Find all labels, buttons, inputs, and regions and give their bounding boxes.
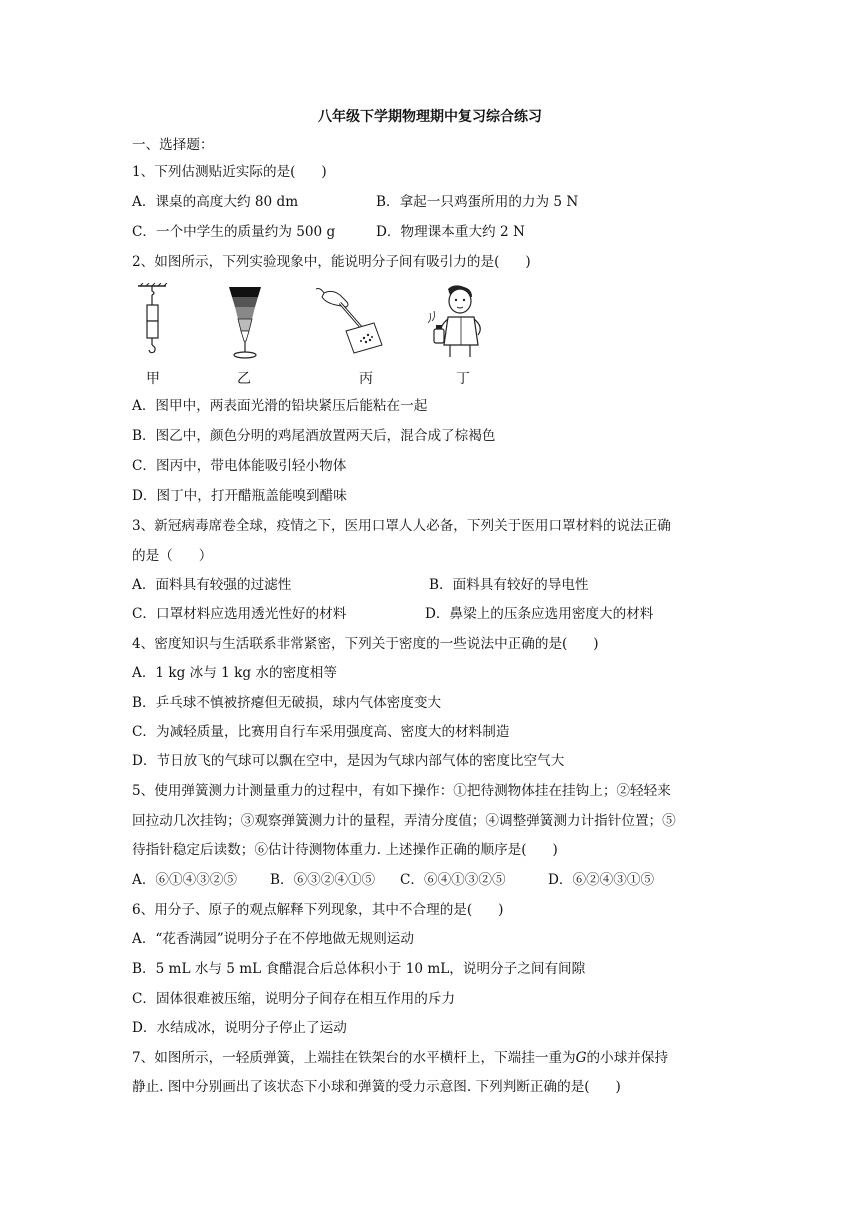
figure-person-smelling xyxy=(420,283,492,361)
question-4-option-c: C．为减轻质量，比赛用自行车采用强度高、密度大的材料制造 xyxy=(132,724,510,740)
question-4-option-d: D．节日放飞的气球可以飘在空中，是因为气球内部气体的密度比空气大 xyxy=(132,753,565,769)
question-2-option-d: D．图丁中，打开醋瓶盖能嗅到醋味 xyxy=(132,488,347,504)
question-7-stem-part-1: 7、如图所示，一轻质弹簧，上端挂在铁架台的水平横杆上，下端挂一重为 xyxy=(132,1050,576,1066)
page-title: 八年级下学期物理期中复习综合练习 xyxy=(318,109,542,125)
question-3-option-a: A．面料具有较强的过滤性 xyxy=(132,577,292,593)
question-3-option-b: B．面料具有较好的导电性 xyxy=(429,577,589,593)
question-2-option-a: A．图甲中，两表面光滑的铅块紧压后能粘在一起 xyxy=(132,398,428,414)
figure-label-ding: 丁 xyxy=(456,371,470,387)
figure-label-yi: 乙 xyxy=(237,371,251,387)
question-7-stem-line-2: 静止. 图中分别画出了该状态下小球和弹簧的受力示意图. 下列判断正确的是( ) xyxy=(132,1079,621,1095)
figure-label-bing: 丙 xyxy=(359,371,373,387)
figure-label-jia: 甲 xyxy=(146,371,160,387)
question-4-option-a: A．1 kg 冰与 1 kg 水的密度相等 xyxy=(132,665,337,681)
question-5-option-a: A．⑥①④③②⑤ xyxy=(132,872,237,888)
weight-symbol: G xyxy=(575,1050,587,1066)
question-6-option-d: D．水结成冰，说明分子停止了运动 xyxy=(132,1020,347,1036)
question-5-stem-line-1: 5、使用弹簧测力计测量重力的过程中，有如下操作：①把待测物体挂在挂钩上；②轻轻来 xyxy=(132,783,671,799)
figure-charged-rod xyxy=(312,283,384,358)
question-4-option-b: B．乒乓球不慎被挤瘪但无破损，球内气体密度变大 xyxy=(132,695,442,711)
section-heading: 一、选择题： xyxy=(132,137,214,153)
question-1-option-c: C．一个中学生的质量约为 500 g xyxy=(132,224,336,240)
question-3-option-d: D．鼻梁上的压条应选用密度大的材料 xyxy=(425,606,654,622)
question-3-stem-line-1: 3、新冠病毒席卷全球，疫情之下，医用口罩人人必备，下列关于医用口罩材料的说法正确 xyxy=(132,518,671,534)
question-1-stem: 1、下列估测贴近实际的是( ) xyxy=(132,164,327,180)
question-3-option-c: C．口罩材料应选用透光性好的材料 xyxy=(132,606,347,622)
question-1-option-a: A．课桌的高度大约 80 dm xyxy=(132,194,299,210)
figure-cocktail-glass xyxy=(225,283,265,361)
question-6-stem: 6、用分子、原子的观点解释下列现象，其中不合理的是( ) xyxy=(132,902,504,918)
question-6-option-b: B．5 mL 水与 5 mL 食醋混合后总体积小于 10 mL，说明分子之间有间隙 xyxy=(132,961,586,977)
question-5-option-d: D．⑥②④③①⑤ xyxy=(548,872,655,888)
question-7-stem-part-2: 的小球并保持 xyxy=(586,1050,669,1066)
question-2-option-c: C．图丙中，带电体能吸引轻小物体 xyxy=(132,458,347,474)
question-7-stem-line-1 xyxy=(132,1049,668,1067)
figure-lead-blocks xyxy=(136,283,172,358)
question-5-stem-line-2: 回拉动几次挂钩；③观察弹簧测力计的量程，弄清分度值；④调整弹簧测力计指针位置；⑤ xyxy=(132,813,676,829)
question-5-option-b: B．⑥③②④①⑤ xyxy=(270,872,376,888)
question-2-option-b: B．图乙中，颜色分明的鸡尾酒放置两天后，混合成了棕褐色 xyxy=(132,428,496,444)
question-6-option-a: A．“花香满园”说明分子在不停地做无规则运动 xyxy=(132,931,414,947)
question-1-option-b: B．拿起一只鸡蛋所用的力为 5 N xyxy=(376,194,579,210)
question-3-stem-line-2: 的是（ ） xyxy=(132,548,213,564)
question-2-stem: 2、如图所示，下列实验现象中，能说明分子间有吸引力的是( ) xyxy=(132,254,531,270)
question-4-stem: 4、密度知识与生活联系非常紧密，下列关于密度的一些说法中正确的是( ) xyxy=(132,636,599,652)
question-1-option-d: D．物理课本重大约 2 N xyxy=(376,224,525,240)
question-5-option-c: C．⑥④①③②⑤ xyxy=(400,872,506,888)
question-6-option-c: C．固体很难被压缩，说明分子间存在相互作用的斥力 xyxy=(132,991,456,1007)
question-5-stem-line-3: 待指针稳定后读数；⑥估计待测物体重力. 上述操作正确的顺序是( ) xyxy=(132,842,558,858)
